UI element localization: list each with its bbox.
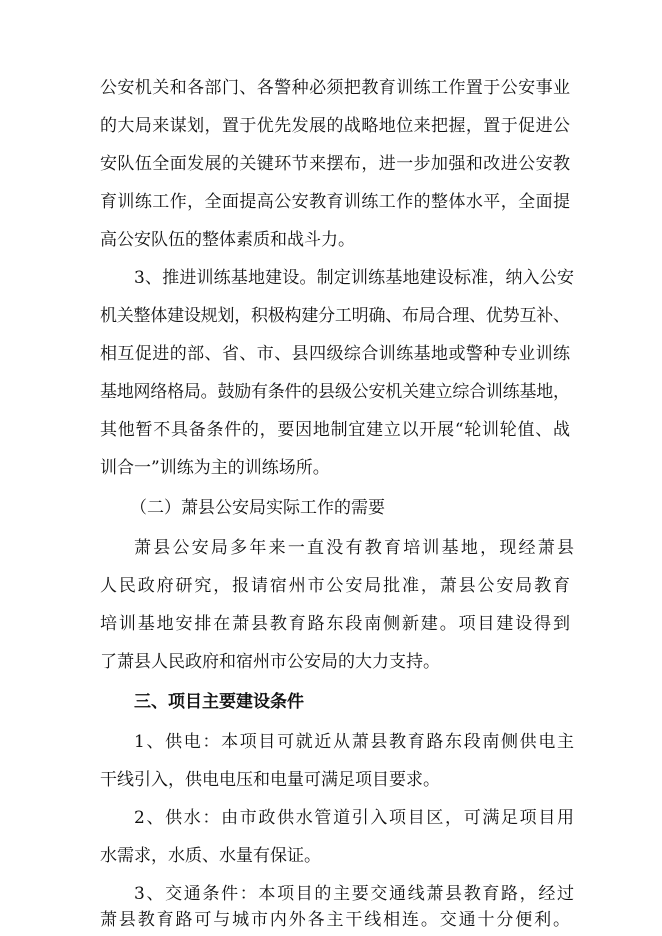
text-span: 高公安队伍的整体素质和战斗力。 bbox=[100, 230, 355, 250]
body-text-line bbox=[134, 883, 574, 905]
text-span: 1、供电：本项目可就近从萧县教育路东段南侧供电主 bbox=[134, 732, 576, 752]
text-span: 萧县公安局多年来一直没有教育培训基地，现经萧县 bbox=[134, 538, 577, 558]
text-span: （二）萧县公安局实际工作的需要 bbox=[130, 498, 385, 518]
body-text-line bbox=[100, 191, 570, 213]
text-span: 了萧县人民政府和宿州市公安局的大力支持。 bbox=[100, 652, 440, 672]
text-span: 人民政府研究，报请宿州市公安局批准，萧县公安局教育 bbox=[100, 576, 572, 596]
text-span: 三、项目主要建设条件 bbox=[134, 692, 304, 712]
body-text-line bbox=[100, 419, 570, 441]
body-text-line bbox=[100, 909, 570, 931]
text-span: 相互促进的部、省、市、县四级综合训练基地或警种专业训练 bbox=[100, 344, 571, 364]
text-span: 基地网络格局。鼓励有条件的县级公安机关建立综合训练基地， bbox=[100, 382, 570, 402]
text-span: 训合一”训练为主的训练场所。 bbox=[100, 458, 330, 478]
text-span: 水需求，水质、水量有保证。 bbox=[100, 846, 321, 866]
text-span: 3、推进训练基地建设。制定训练基地建设标准，纳入公安 bbox=[134, 268, 575, 288]
body-text-line bbox=[100, 651, 570, 673]
body-text-line bbox=[100, 153, 570, 175]
text-span: 公安机关和各部门、各警种必须把教育训练工作置于公安事业 bbox=[100, 78, 571, 98]
body-text-line bbox=[100, 343, 570, 365]
body-text-line bbox=[100, 381, 570, 403]
text-span: 其他暂不具备条件的，要因地制宜建立以开展“轮训轮值、战 bbox=[100, 420, 571, 440]
body-text-line bbox=[134, 267, 574, 289]
text-span: 萧县教育路可与城市内外各主干线相连。交通十分便利。 bbox=[100, 910, 572, 930]
body-text-line bbox=[100, 769, 570, 791]
body-text-line bbox=[100, 845, 570, 867]
text-span: 安队伍全面发展的关键环节来摆布，进一步加强和改进公安教 bbox=[100, 154, 571, 174]
text-span: 干线引入，供电电压和电量可满足项目要求。 bbox=[100, 770, 440, 790]
text-span: 2、供水：由市政供水管道引入项目区，可满足项目用 bbox=[134, 808, 576, 828]
body-text-line bbox=[134, 537, 577, 559]
body-text-line bbox=[100, 77, 570, 99]
body-text-line bbox=[100, 457, 570, 479]
body-text-line bbox=[100, 613, 570, 635]
text-span: 机关整体建设规划，积极构建分工明确、布局合理、优势互补、 bbox=[100, 306, 570, 326]
body-text-line bbox=[134, 807, 574, 829]
text-span: 3、交通条件：本项目的主要交通线萧县教育路，经过 bbox=[134, 884, 576, 904]
section-heading bbox=[134, 691, 574, 713]
text-span: 育训练工作，全面提高公安教育训练工作的整体水平，全面提 bbox=[100, 192, 571, 212]
section-subheading bbox=[130, 497, 570, 519]
text-span: 的大局来谋划，置于优先发展的战略地位来把握，置于促进公 bbox=[100, 116, 571, 136]
body-text-line bbox=[100, 115, 570, 137]
body-text-line bbox=[100, 305, 570, 327]
body-text-line bbox=[100, 575, 570, 597]
body-text-line bbox=[134, 731, 574, 753]
body-text-line bbox=[100, 229, 570, 251]
text-span: 培训基地安排在萧县教育路东段南侧新建。项目建设得到 bbox=[100, 614, 572, 634]
